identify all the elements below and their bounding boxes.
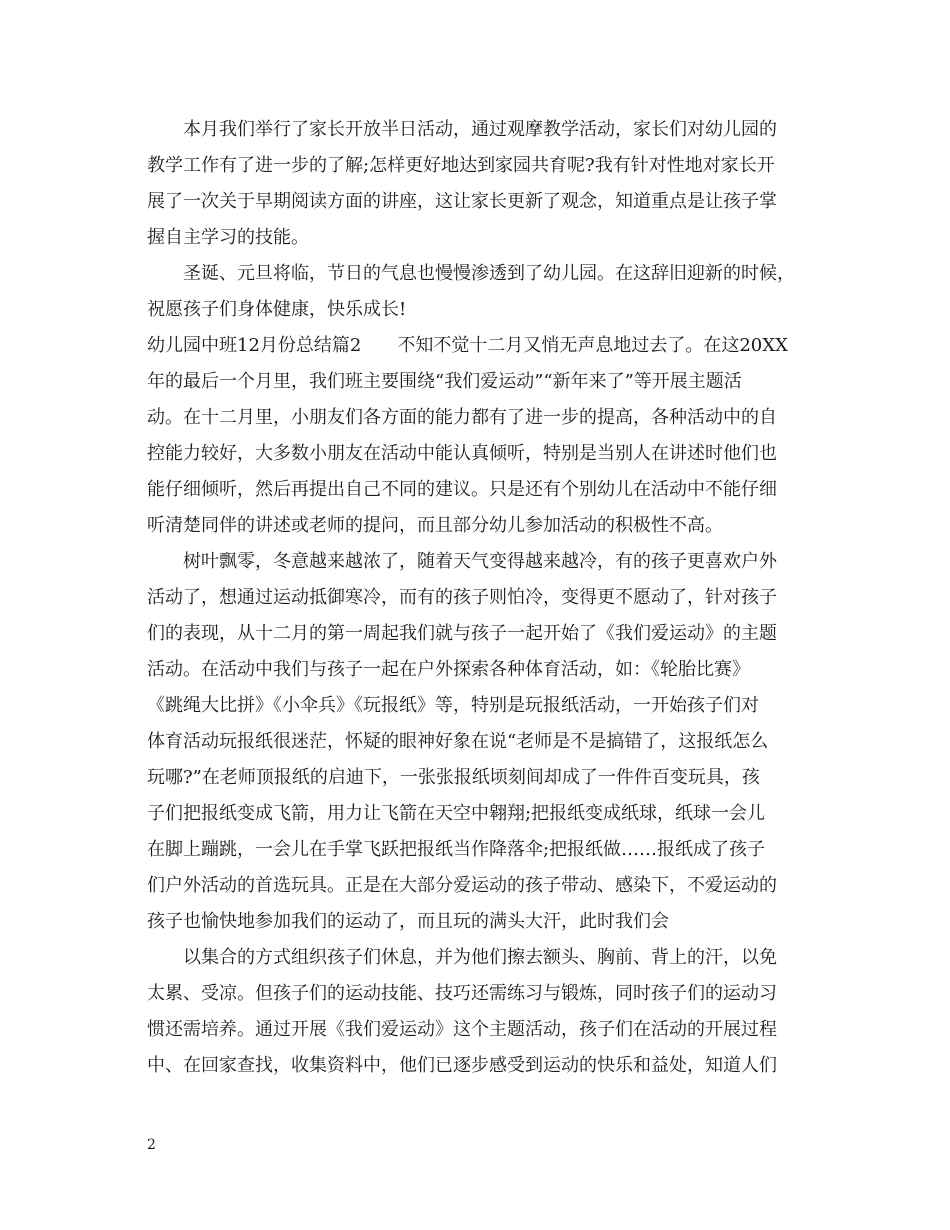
text-line: 孩子也愉快地参加我们的运动了，而且玩的满头大汗，此时我们会 bbox=[147, 911, 669, 932]
text-line: 活动了，想通过运动抵御寒冷，而有的孩子则怕冷，变得更不愿动了，针对孩子 bbox=[147, 587, 777, 608]
text-line: 们的表现，从十二月的第一周起我们就与孩子一起开始了《我们爱运动》的主题 bbox=[147, 623, 777, 644]
text-line: 树叶飘零，冬意越来越浓了，随着天气变得越来越冷，有的孩子更喜欢户外 bbox=[183, 551, 777, 572]
text-line: 《跳绳大比拼》《小伞兵》《玩报纸》等，特别是玩报纸活动，一开始孩子们对 bbox=[147, 695, 759, 716]
text-line: 体育活动玩报纸很迷茫，怀疑的眼神好象在说“老师是不是搞错了，这报纸怎么 bbox=[147, 731, 769, 752]
text-line: 能仔细倾听，然后再提出自己不同的建议。只是还有个别幼儿在活动中不能仔细 bbox=[147, 479, 777, 500]
text-line: 幼儿园中班12月份总结篇2 不知不觉十二月又悄无声息地过去了。在这20XX bbox=[147, 335, 788, 356]
text-line: 动。在十二月里，小朋友们各方面的能力都有了进一步的提高，各种活动中的自 bbox=[147, 407, 777, 428]
text-line: 以集合的方式组织孩子们休息，并为他们擦去额头、胸前、背上的汗，以免 bbox=[183, 947, 777, 968]
text-line: 控能力较好，大多数小朋友在活动中能认真倾听，特别是当别人在讲述时他们也 bbox=[147, 443, 777, 464]
text-line: 祝愿孩子们身体健康，快乐成长! bbox=[147, 299, 407, 320]
text-line: 活动。在活动中我们与孩子一起在户外探索各种体育活动，如：《轮胎比赛》 bbox=[147, 659, 750, 680]
text-line: 玩哪?”在老师顶报纸的启迪下，一张张报纸顷刻间却成了一件件百变玩具，孩 bbox=[147, 767, 760, 788]
text-line: 教学工作有了进一步的了解;怎样更好地达到家园共育呢?我有针对性地对家长开 bbox=[147, 155, 775, 176]
text-line: 惯还需培养。通过开展《我们爱运动》这个主题活动，孩子们在活动的开展过程 bbox=[147, 1019, 777, 1040]
text-line: 展了一次关于早期阅读方面的讲座，这让家长更新了观念，知道重点是让孩子掌 bbox=[147, 191, 777, 212]
text-line: 们户外活动的首选玩具。正是在大部分爱运动的孩子带动、感染下，不爱运动的 bbox=[147, 875, 777, 896]
text-line: 子们把报纸变成飞箭，用力让飞箭在天空中翱翔;把报纸变成纸球，纸球一会儿 bbox=[147, 803, 766, 824]
text-line: 握自主学习的技能。 bbox=[147, 227, 309, 248]
text-line: 年的最后一个月里，我们班主要围绕“我们爱运动”“新年来了”等开展主题活 bbox=[147, 371, 742, 392]
text-line: 太累、受凉。但孩子们的运动技能、技巧还需练习与锻炼，同时孩子们的运动习 bbox=[147, 983, 777, 1004]
text-line: 圣诞、元旦将临，节日的气息也慢慢渗透到了幼儿园。在这辞旧迎新的时候， bbox=[183, 263, 795, 284]
text-line: 在脚上蹦跳，一会儿在手掌飞跃把报纸当作降落伞;把报纸做……报纸成了孩子 bbox=[147, 839, 766, 860]
text-line: 中、在回家查找，收集资料中，他们已逐步感受到运动的快乐和益处，知道人们 bbox=[147, 1055, 777, 1076]
text-line: 本月我们举行了家长开放半日活动，通过观摩教学活动，家长们对幼儿园的 bbox=[183, 119, 777, 140]
page-number: 2 bbox=[147, 1137, 156, 1153]
text-line: 听清楚同伴的讲述或老师的提问，而且部分幼儿参加活动的积极性不高。 bbox=[147, 515, 723, 536]
